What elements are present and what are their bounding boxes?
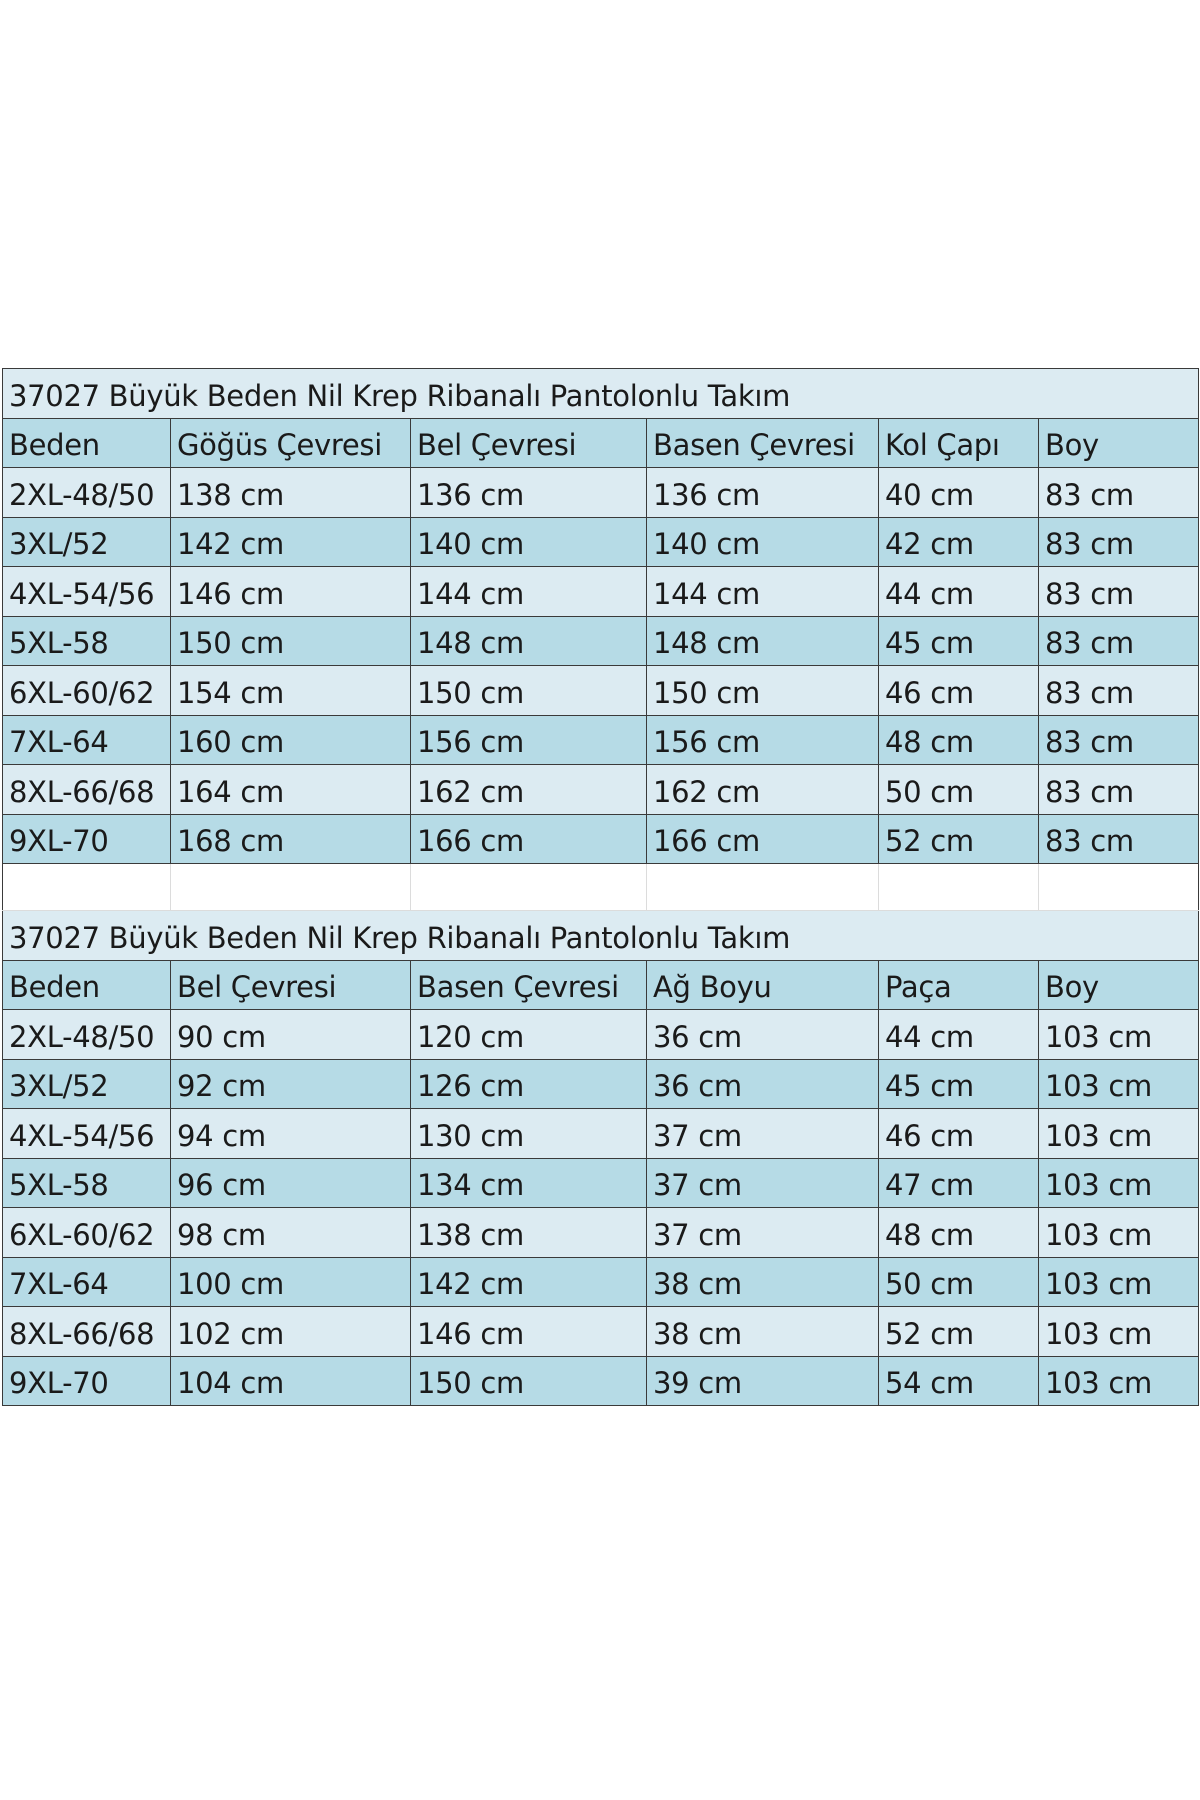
measurement-cell: 54 cm — [879, 1356, 1039, 1406]
measurement-cell: 103 cm — [1039, 1158, 1199, 1208]
measurement-cell: 94 cm — [171, 1109, 411, 1159]
column-header: Göğüs Çevresi — [171, 418, 411, 468]
size-cell: 9XL-70 — [3, 1356, 171, 1406]
measurement-cell: 138 cm — [411, 1208, 647, 1258]
measurement-cell: 42 cm — [879, 517, 1039, 567]
measurement-cell: 36 cm — [647, 1059, 879, 1109]
table-row — [3, 1059, 1199, 1109]
table-row — [3, 1208, 1199, 1258]
size-cell: 8XL-66/68 — [3, 765, 171, 815]
measurement-cell: 160 cm — [171, 715, 411, 765]
measurement-cell: 39 cm — [647, 1356, 879, 1406]
measurement-cell: 36 cm — [647, 1010, 879, 1060]
column-header: Bel Çevresi — [171, 960, 411, 1010]
size-chart-table — [2, 368, 1199, 1406]
table-row — [3, 468, 1199, 518]
measurement-cell: 40 cm — [879, 468, 1039, 518]
column-header: Boy — [1039, 960, 1199, 1010]
measurement-cell: 103 cm — [1039, 1257, 1199, 1307]
measurement-cell: 45 cm — [879, 616, 1039, 666]
measurement-cell: 44 cm — [879, 1010, 1039, 1060]
measurement-cell: 83 cm — [1039, 715, 1199, 765]
measurement-cell: 140 cm — [647, 517, 879, 567]
size-chart-sheet — [2, 368, 1198, 1406]
table-row — [3, 814, 1199, 864]
measurement-cell: 146 cm — [411, 1307, 647, 1357]
size-cell: 8XL-66/68 — [3, 1307, 171, 1357]
measurement-cell: 37 cm — [647, 1208, 879, 1258]
measurement-cell: 148 cm — [411, 616, 647, 666]
size-cell: 7XL-64 — [3, 1257, 171, 1307]
size-chart-body — [3, 369, 1199, 1406]
table-title: 37027 Büyük Beden Nil Krep Ribanalı Pantolonlu Takım — [3, 911, 1199, 961]
measurement-cell: 144 cm — [647, 567, 879, 617]
table-row — [3, 765, 1199, 815]
measurement-cell: 83 cm — [1039, 765, 1199, 815]
column-header: Basen Çevresi — [647, 418, 879, 468]
measurement-cell: 156 cm — [647, 715, 879, 765]
table-title: 37027 Büyük Beden Nil Krep Ribanalı Pantolonlu Takım — [3, 369, 1199, 419]
table-title-row — [3, 911, 1199, 961]
measurement-cell: 37 cm — [647, 1109, 879, 1159]
measurement-cell: 50 cm — [879, 1257, 1039, 1307]
size-cell: 3XL/52 — [3, 1059, 171, 1109]
table-row — [3, 1109, 1199, 1159]
measurement-cell: 98 cm — [171, 1208, 411, 1258]
measurement-cell: 103 cm — [1039, 1356, 1199, 1406]
empty-cell — [3, 864, 171, 911]
size-cell: 9XL-70 — [3, 814, 171, 864]
measurement-cell: 150 cm — [411, 1356, 647, 1406]
measurement-cell: 140 cm — [411, 517, 647, 567]
measurement-cell: 142 cm — [411, 1257, 647, 1307]
column-header: Basen Çevresi — [411, 960, 647, 1010]
table-header-row — [3, 418, 1199, 468]
measurement-cell: 48 cm — [879, 715, 1039, 765]
measurement-cell: 38 cm — [647, 1257, 879, 1307]
measurement-cell: 154 cm — [171, 666, 411, 716]
measurement-cell: 48 cm — [879, 1208, 1039, 1258]
empty-cell — [879, 864, 1039, 911]
measurement-cell: 134 cm — [411, 1158, 647, 1208]
measurement-cell: 102 cm — [171, 1307, 411, 1357]
measurement-cell: 164 cm — [171, 765, 411, 815]
spacer-row — [3, 864, 1199, 911]
measurement-cell: 50 cm — [879, 765, 1039, 815]
measurement-cell: 83 cm — [1039, 814, 1199, 864]
measurement-cell: 130 cm — [411, 1109, 647, 1159]
table-header-row — [3, 960, 1199, 1010]
table-row — [3, 1307, 1199, 1357]
measurement-cell: 46 cm — [879, 1109, 1039, 1159]
measurement-cell: 83 cm — [1039, 666, 1199, 716]
size-cell: 5XL-58 — [3, 1158, 171, 1208]
measurement-cell: 90 cm — [171, 1010, 411, 1060]
table-title-row — [3, 369, 1199, 419]
measurement-cell: 126 cm — [411, 1059, 647, 1109]
measurement-cell: 156 cm — [411, 715, 647, 765]
empty-cell — [411, 864, 647, 911]
measurement-cell: 138 cm — [171, 468, 411, 518]
measurement-cell: 146 cm — [171, 567, 411, 617]
measurement-cell: 150 cm — [411, 666, 647, 716]
measurement-cell: 103 cm — [1039, 1059, 1199, 1109]
measurement-cell: 150 cm — [647, 666, 879, 716]
measurement-cell: 162 cm — [647, 765, 879, 815]
empty-cell — [647, 864, 879, 911]
measurement-cell: 150 cm — [171, 616, 411, 666]
measurement-cell: 120 cm — [411, 1010, 647, 1060]
measurement-cell: 52 cm — [879, 814, 1039, 864]
table-row — [3, 1010, 1199, 1060]
size-cell: 6XL-60/62 — [3, 1208, 171, 1258]
measurement-cell: 92 cm — [171, 1059, 411, 1109]
size-cell: 5XL-58 — [3, 616, 171, 666]
table-row — [3, 1158, 1199, 1208]
column-header: Beden — [3, 960, 171, 1010]
measurement-cell: 144 cm — [411, 567, 647, 617]
column-header: Kol Çapı — [879, 418, 1039, 468]
measurement-cell: 166 cm — [411, 814, 647, 864]
size-cell: 3XL/52 — [3, 517, 171, 567]
column-header: Boy — [1039, 418, 1199, 468]
column-header: Paça — [879, 960, 1039, 1010]
column-header: Ağ Boyu — [647, 960, 879, 1010]
measurement-cell: 100 cm — [171, 1257, 411, 1307]
measurement-cell: 46 cm — [879, 666, 1039, 716]
column-header: Beden — [3, 418, 171, 468]
measurement-cell: 142 cm — [171, 517, 411, 567]
measurement-cell: 83 cm — [1039, 517, 1199, 567]
table-row — [3, 1356, 1199, 1406]
measurement-cell: 83 cm — [1039, 468, 1199, 518]
measurement-cell: 45 cm — [879, 1059, 1039, 1109]
measurement-cell: 162 cm — [411, 765, 647, 815]
measurement-cell: 38 cm — [647, 1307, 879, 1357]
table-row — [3, 567, 1199, 617]
table-row — [3, 616, 1199, 666]
measurement-cell: 83 cm — [1039, 567, 1199, 617]
size-cell: 2XL-48/50 — [3, 468, 171, 518]
size-cell: 2XL-48/50 — [3, 1010, 171, 1060]
column-header: Bel Çevresi — [411, 418, 647, 468]
measurement-cell: 44 cm — [879, 567, 1039, 617]
measurement-cell: 148 cm — [647, 616, 879, 666]
measurement-cell: 104 cm — [171, 1356, 411, 1406]
empty-cell — [1039, 864, 1199, 911]
table-row — [3, 666, 1199, 716]
table-row — [3, 715, 1199, 765]
measurement-cell: 103 cm — [1039, 1307, 1199, 1357]
measurement-cell: 47 cm — [879, 1158, 1039, 1208]
empty-cell — [171, 864, 411, 911]
measurement-cell: 52 cm — [879, 1307, 1039, 1357]
size-cell: 4XL-54/56 — [3, 1109, 171, 1159]
table-row — [3, 517, 1199, 567]
measurement-cell: 96 cm — [171, 1158, 411, 1208]
size-cell: 7XL-64 — [3, 715, 171, 765]
measurement-cell: 103 cm — [1039, 1208, 1199, 1258]
table-row — [3, 1257, 1199, 1307]
measurement-cell: 168 cm — [171, 814, 411, 864]
size-cell: 6XL-60/62 — [3, 666, 171, 716]
size-cell: 4XL-54/56 — [3, 567, 171, 617]
measurement-cell: 83 cm — [1039, 616, 1199, 666]
measurement-cell: 136 cm — [411, 468, 647, 518]
measurement-cell: 103 cm — [1039, 1010, 1199, 1060]
measurement-cell: 103 cm — [1039, 1109, 1199, 1159]
measurement-cell: 136 cm — [647, 468, 879, 518]
measurement-cell: 166 cm — [647, 814, 879, 864]
measurement-cell: 37 cm — [647, 1158, 879, 1208]
